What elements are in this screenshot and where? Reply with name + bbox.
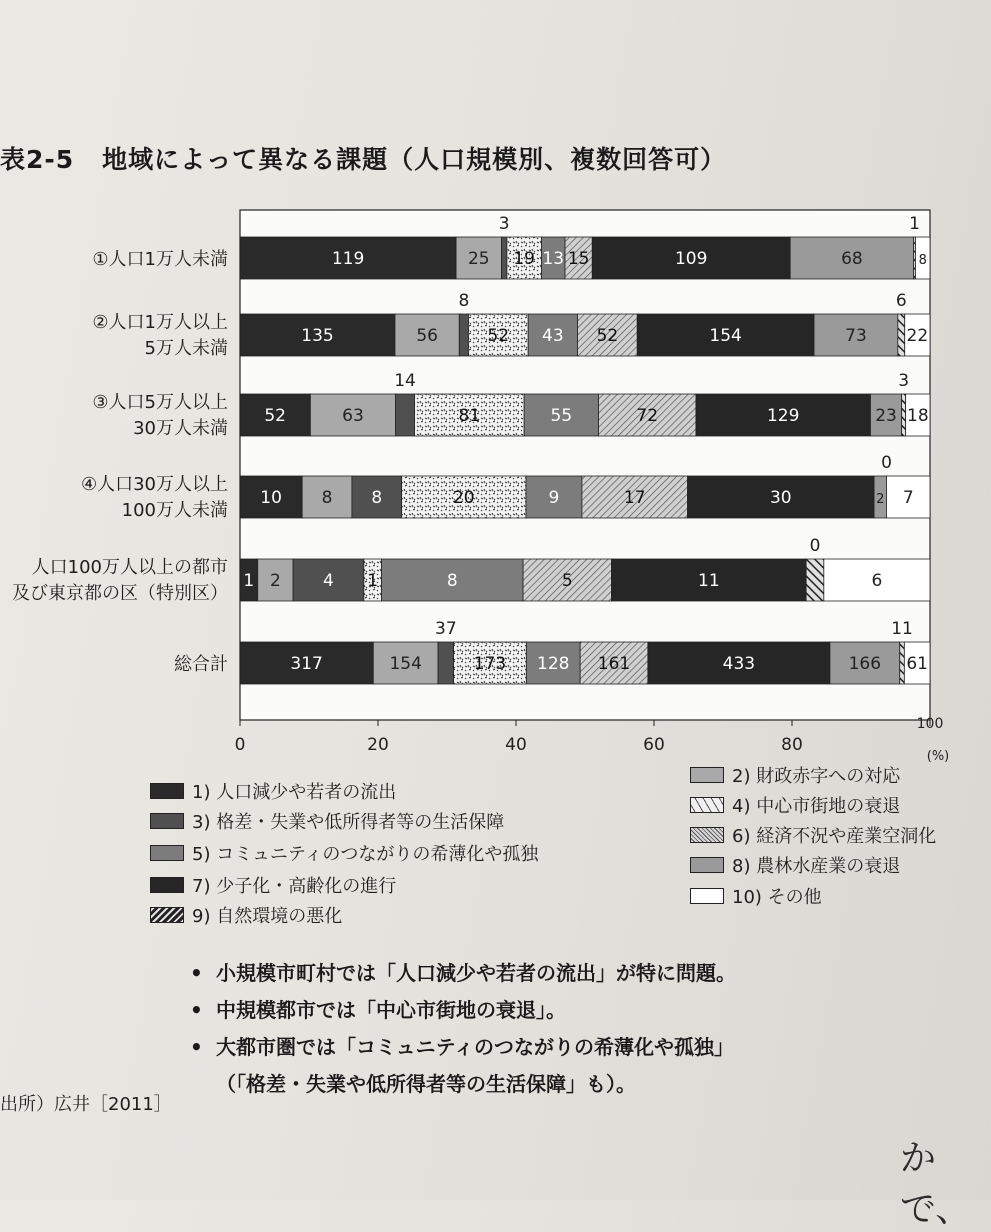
- legend-item: [690, 852, 900, 878]
- bar-segment: [501, 237, 506, 279]
- legend-label: 9) 自然環境の悪化: [192, 906, 343, 927]
- data-label-above: 8: [458, 291, 470, 311]
- data-label-above: 1: [909, 214, 920, 234]
- data-label: 433: [722, 654, 756, 674]
- legend-label: 1) 人口減少や若者の流出: [192, 782, 397, 803]
- data-label: 7: [902, 488, 914, 508]
- bar-segment: [396, 394, 415, 436]
- legend-item: [690, 792, 900, 818]
- data-label: 109: [674, 249, 708, 269]
- data-label: 1: [367, 571, 379, 591]
- data-label: 317: [290, 654, 323, 674]
- legend-label: 8) 農林水産業の衰退: [732, 856, 901, 877]
- category-label: ④人口30万人以上: [80, 474, 228, 495]
- legend-swatch: [150, 845, 184, 861]
- data-label: 119: [331, 249, 365, 269]
- x-tick-label: 0: [234, 735, 246, 755]
- data-label: 8: [321, 488, 333, 508]
- legend-item: [690, 883, 822, 909]
- data-label-above: 3: [498, 214, 510, 234]
- data-label: 61: [906, 654, 928, 674]
- data-label: 154: [709, 326, 742, 346]
- data-label: 52: [487, 326, 510, 346]
- note-item: • 大都市圏では「コミュニティのつながりの希薄化や孤独」: [190, 1029, 736, 1066]
- legend-swatch: [690, 767, 724, 783]
- data-label: 52: [264, 406, 286, 426]
- data-label-above: 37: [435, 619, 457, 639]
- data-label: 63: [342, 406, 364, 426]
- data-label: 30: [769, 488, 792, 508]
- data-label: 8: [371, 488, 383, 508]
- figure-title-text: 地域によって異なる課題（人口規模別、複数回答可）: [102, 145, 727, 174]
- category-label: ①人口1万人未満: [92, 249, 228, 270]
- x-unit-label: (%): [926, 749, 950, 764]
- bar-segment: [438, 642, 454, 684]
- bar-segment: [898, 314, 905, 356]
- source-citation: 出所）広井［2011］: [0, 1094, 172, 1115]
- legend-swatch: [150, 783, 184, 799]
- data-label: 68: [841, 249, 863, 269]
- data-label: 2: [269, 571, 281, 591]
- legend-swatch: [690, 827, 724, 843]
- data-label: 20: [452, 488, 475, 508]
- data-label: 22: [906, 326, 929, 346]
- category-label: 人口100万人以上の都市: [31, 557, 228, 578]
- notes-list: [150, 955, 736, 1103]
- legend-item: [150, 872, 396, 898]
- figure-number: 表2-5: [0, 145, 75, 174]
- data-label-above: 3: [898, 371, 910, 391]
- data-label-above: 14: [394, 371, 416, 391]
- legend-label: 5) コミュニティのつながりの希薄化や孤独: [192, 844, 539, 865]
- data-label: 52: [596, 326, 619, 346]
- legend-item: [690, 822, 936, 848]
- legend-item: [150, 808, 504, 834]
- legend-label: 3) 格差・失業や低所得者等の生活保障: [192, 812, 505, 833]
- data-label: 161: [597, 654, 631, 674]
- note-item: • 中規模都市では「中心市街地の衰退」。: [190, 992, 736, 1029]
- data-label-above: 6: [895, 291, 907, 311]
- data-label: 8: [918, 253, 927, 268]
- bar-segment: [900, 642, 905, 684]
- data-label: 23: [875, 406, 897, 426]
- data-label: 154: [389, 654, 422, 674]
- legend-item: [150, 840, 538, 866]
- data-label: 8: [446, 571, 458, 591]
- data-label-above: 11: [891, 619, 913, 639]
- data-label: 128: [537, 654, 570, 674]
- legend-swatch: [150, 877, 184, 893]
- legend-label: 10) その他: [732, 887, 822, 908]
- category-label: 100万人未満: [121, 500, 228, 521]
- data-label: 135: [301, 326, 334, 346]
- data-label: 129: [766, 406, 800, 426]
- data-label: 73: [845, 326, 867, 346]
- data-label: 43: [542, 326, 564, 346]
- data-label: 4: [323, 571, 334, 591]
- x-tick-label: 100: [916, 716, 944, 732]
- data-label: 19: [513, 249, 535, 269]
- legend-item: [150, 902, 342, 928]
- data-label: 15: [567, 249, 590, 269]
- legend-swatch: [150, 907, 184, 923]
- note-item: • 小規模市町村では「人口減少や若者の流出」が特に問題。: [190, 955, 736, 992]
- category-label: 総合計: [174, 654, 228, 675]
- data-label-above: 0: [809, 536, 821, 556]
- data-label: 5: [561, 571, 573, 591]
- data-label: 6: [871, 571, 883, 591]
- category-label: 5万人未満: [144, 338, 228, 359]
- x-tick-label: 40: [505, 735, 527, 755]
- note-item: （「格差・失業や低所得者等の生活保障」も）。: [216, 1072, 636, 1096]
- data-label-above: 0: [881, 453, 892, 473]
- legend-swatch: [150, 813, 184, 829]
- bar-segment: [806, 559, 824, 601]
- x-tick-label: 20: [367, 735, 389, 755]
- category-label: ③人口5万人以上: [92, 392, 228, 413]
- legend-label: 4) 中心市街地の衰退: [732, 796, 901, 817]
- data-label: 17: [623, 488, 646, 508]
- data-label: 25: [467, 249, 490, 269]
- legend-item: [150, 778, 396, 804]
- bar-segment: [459, 314, 468, 356]
- x-tick-label: 80: [781, 735, 803, 755]
- legend-label: 7) 少子化・高齢化の進行: [192, 876, 397, 897]
- legend-swatch: [690, 797, 724, 813]
- data-label: 166: [848, 654, 882, 674]
- data-label: 11: [698, 571, 720, 591]
- legend-label: 6) 経済不況や産業空洞化: [732, 826, 937, 847]
- category-label: 及び東京都の区（特別区）: [12, 583, 228, 604]
- data-label: 2: [876, 492, 885, 507]
- data-label: 72: [636, 406, 659, 426]
- data-label: 13: [542, 249, 565, 269]
- legend-swatch: [690, 857, 724, 873]
- data-label: 9: [548, 488, 560, 508]
- category-label: 30万人未満: [133, 418, 228, 439]
- bar-segment: [902, 394, 906, 436]
- category-label: ②人口1万人以上: [92, 312, 228, 333]
- data-label: 173: [473, 654, 507, 674]
- data-label: 18: [907, 406, 929, 426]
- x-tick-label: 60: [643, 735, 665, 755]
- data-label: 81: [458, 406, 481, 426]
- legend-label: 2) 財政赤字への対応: [732, 766, 901, 787]
- legend-swatch: [690, 888, 724, 904]
- data-label: 55: [550, 406, 573, 426]
- legend-item: [690, 762, 900, 788]
- data-label: 1: [243, 571, 255, 591]
- handwritten-mark: かで、: [900, 1138, 972, 1230]
- data-label: 56: [416, 326, 438, 346]
- data-label: 10: [260, 488, 282, 508]
